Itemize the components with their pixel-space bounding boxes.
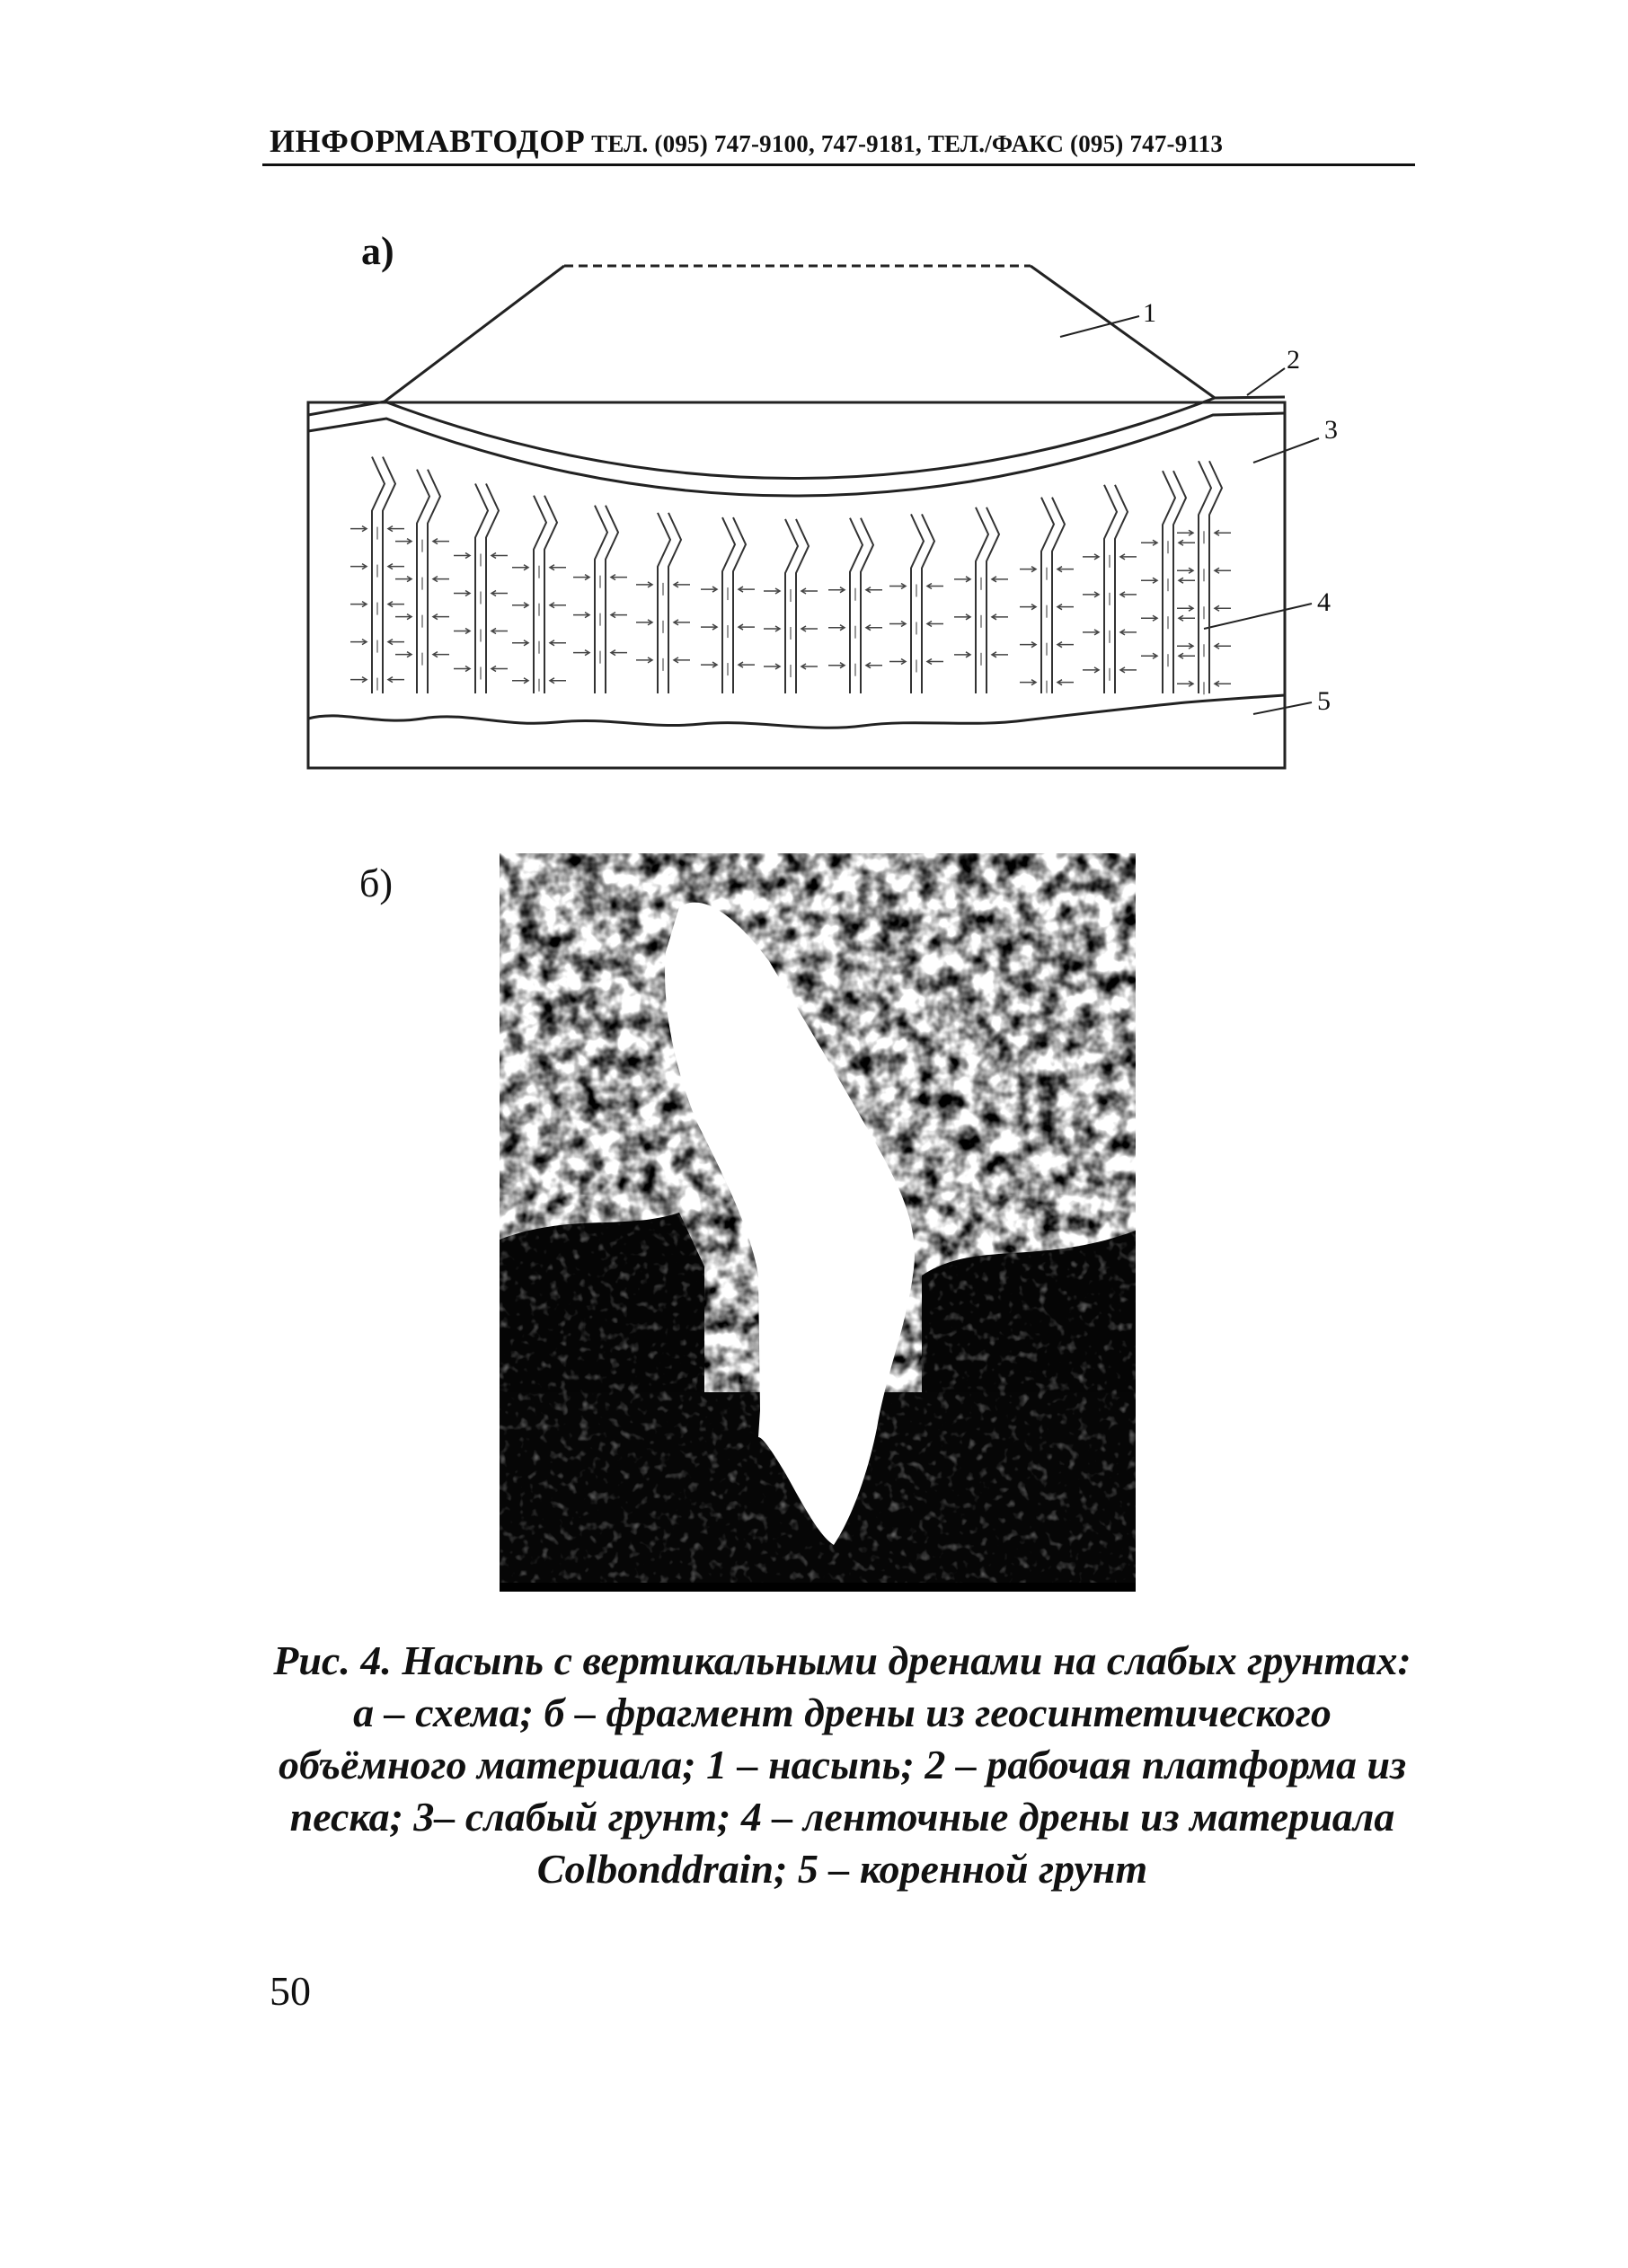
- drain-wall: [1115, 485, 1128, 693]
- drain-wall: [544, 496, 557, 693]
- platform-top: [308, 397, 1285, 479]
- callout-4-leader: [1204, 604, 1312, 629]
- callout-5-leader: [1253, 702, 1312, 714]
- caption-line: объёмного материала; 1 – насыпь; 2 – рабочая платформа из: [278, 1742, 1407, 1787]
- figure-a-label: а): [361, 229, 394, 273]
- embankment-left-slope: [385, 266, 564, 402]
- drain-wall: [1173, 471, 1186, 693]
- figure-caption: [270, 1635, 1415, 1895]
- callout-3: 3: [1324, 415, 1338, 445]
- callout-4: 4: [1317, 587, 1331, 617]
- callout-5: 5: [1317, 686, 1331, 716]
- drain-wall: [383, 457, 395, 693]
- callout-2: 2: [1287, 345, 1300, 375]
- embankment-right-slope: [1031, 266, 1215, 398]
- drain-wall: [486, 484, 499, 693]
- embankment-diagram: [0, 0, 1628, 808]
- header-org: ИНФОРМАВТОДОР: [270, 123, 586, 159]
- drain-wall: [1209, 461, 1222, 693]
- caption-line: Рис. 4. Насыпь с вертикальными дренами на слабых грунтах:: [273, 1637, 1411, 1683]
- bedrock-boundary: [308, 695, 1285, 728]
- drain-wall: [1052, 498, 1065, 693]
- caption-line: а – схема; б – фрагмент дрены из геосинтетического: [353, 1690, 1332, 1735]
- drain-photo-image: [500, 853, 1136, 1592]
- caption-line: Colbonddrain; 5 – коренной грунт: [536, 1846, 1148, 1892]
- drain-wall: [428, 470, 440, 693]
- vertical-drains: [350, 457, 1231, 695]
- callout-2-leader: [1247, 368, 1285, 395]
- figure-b-label: б): [359, 861, 394, 905]
- drain-fragment-photo: [500, 853, 1136, 1592]
- caption-line: песка; 3– слабый грунт; 4 – ленточные дрены из материала: [289, 1794, 1395, 1840]
- header-phones: ТЕЛ. (095) 747-9100, 747-9181, ТЕЛ./ФАКС (095) 747-9113: [585, 130, 1224, 157]
- page-number: 50: [270, 1968, 311, 2014]
- callout-1: 1: [1143, 298, 1156, 328]
